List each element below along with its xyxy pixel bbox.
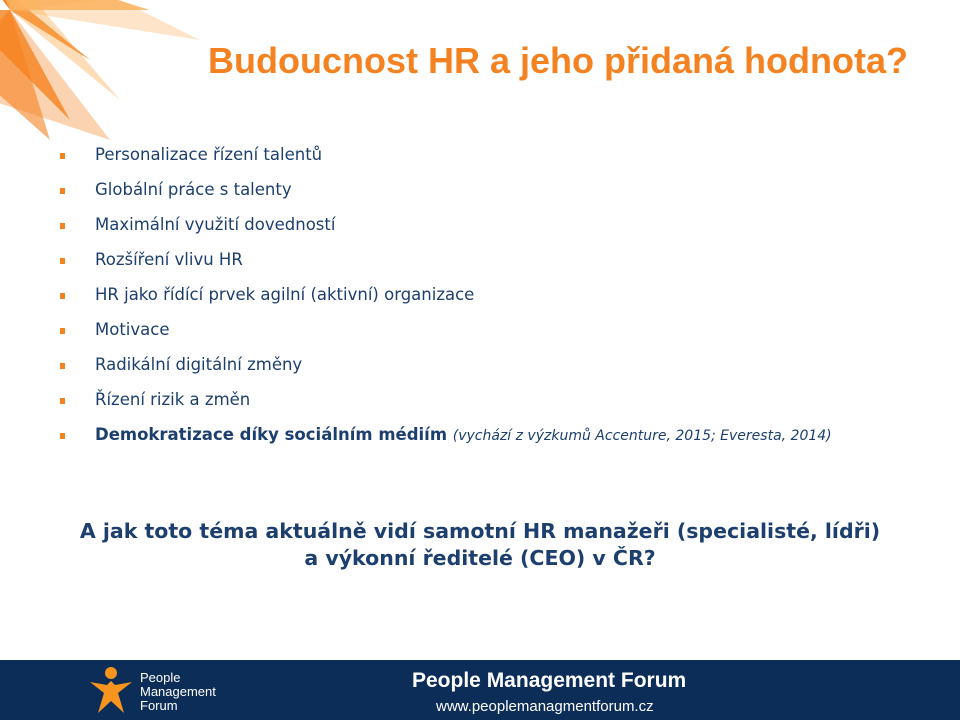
footer-title: People Management Forum — [412, 669, 687, 692]
corner-decoration — [0, 0, 200, 140]
logo-line-2: Management — [140, 684, 216, 699]
bullet-item — [60, 389, 910, 411]
bullet-square-icon — [60, 223, 65, 229]
bullet-text: Radikální digitální změny — [95, 355, 303, 374]
footer-bar — [0, 660, 960, 720]
bullet-square-icon — [60, 363, 65, 369]
bullet-square-icon — [60, 258, 65, 264]
bullet-text: Motivace — [95, 320, 170, 339]
bullet-item — [60, 179, 910, 201]
footer-logo-text — [140, 671, 216, 713]
bullet-square-icon — [60, 433, 65, 439]
bullet-citation: (vychází z výzkumů Accenture, 2015; Everesta, 2014) — [452, 428, 832, 444]
bullet-list — [60, 144, 910, 460]
bullet-text: Maximální využití dovedností — [95, 215, 336, 234]
bullet-item — [60, 144, 910, 166]
bullet-text: Rozšíření vlivu HR — [95, 250, 243, 269]
logo-line-1: People — [140, 670, 181, 685]
bullet-item — [60, 214, 910, 236]
bullet-square-icon — [60, 188, 65, 194]
logo-line-3: Forum — [140, 698, 178, 713]
bullet-text: HR jako řídící prvek agilní (aktivní) organizace — [95, 285, 475, 304]
bullet-square-icon — [60, 398, 65, 404]
bullet-item — [60, 319, 910, 341]
bullet-square-icon — [60, 153, 65, 159]
bullet-square-icon — [60, 293, 65, 299]
bullet-text: Personalizace řízení talentů — [95, 145, 323, 164]
bullet-item — [60, 284, 910, 306]
bullet-text: Řízení rizik a změn — [95, 390, 251, 409]
person-star-icon — [88, 666, 134, 714]
question-line-1: A jak toto téma aktuálně vidí samotní HR manažeři (specialisté, lídři) — [79, 519, 881, 543]
bullet-item — [60, 249, 910, 271]
footer-url: www.peoplemanagmentforum.cz — [436, 698, 654, 715]
closing-question — [40, 518, 920, 572]
bullet-square-icon — [60, 328, 65, 334]
bullet-item — [60, 424, 910, 447]
bullet-item — [60, 354, 910, 376]
bullet-text: Demokratizace díky sociálním médiím — [95, 425, 453, 444]
slide-title: Budoucnost HR a jeho přidaná hodnota? — [208, 40, 908, 81]
question-line-2: a výkonní ředitelé (CEO) v ČR? — [304, 546, 656, 570]
bullet-text: Globální práce s talenty — [95, 180, 292, 199]
